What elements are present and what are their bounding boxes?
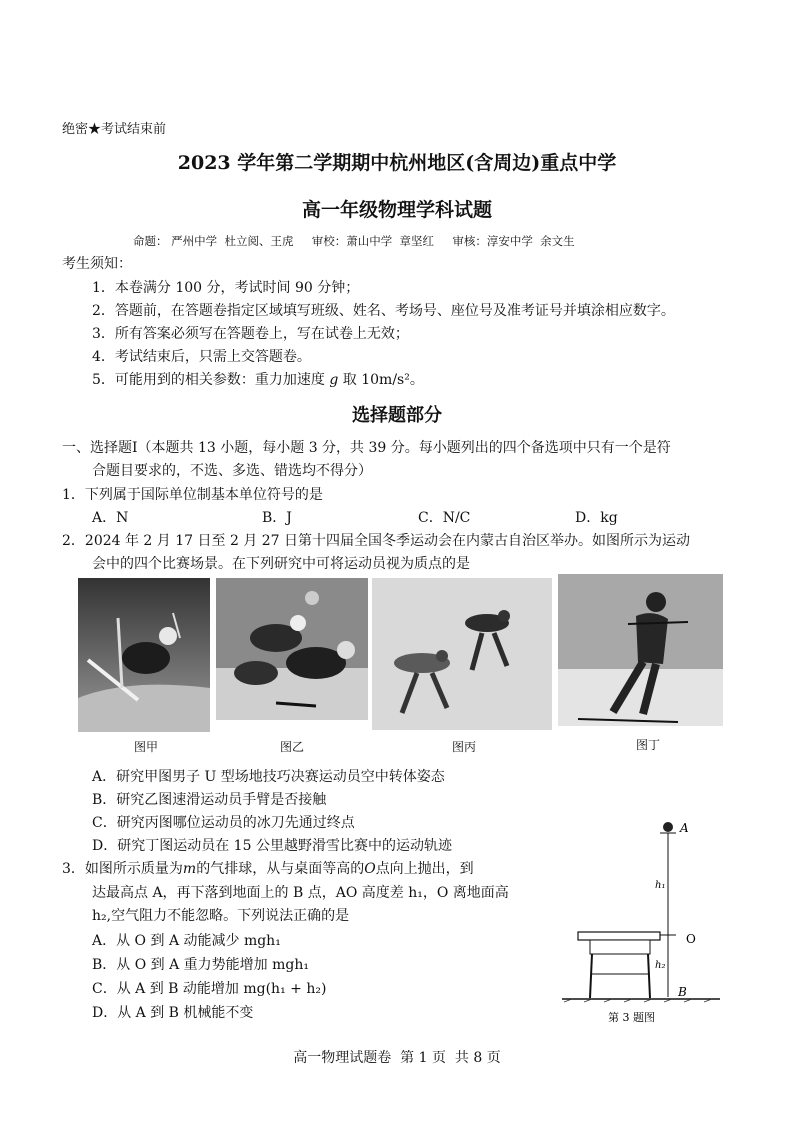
notice-item: 3．所有答案必须写在答题卷上，写在试卷上无效；: [92, 326, 409, 342]
part-instruction: 一、选择题Ⅰ（本题共 13 小题，每小题 3 分，共 39 分。每小题列出的四个备选项中只有一个是符: [62, 440, 671, 456]
exam-subtitle: 高一年级物理学科试题: [301, 199, 492, 221]
notice-item: 2．答题前，在答题卷指定区域填写班级、姓名、考场号、座位号及准考证号并填涂相应数字。: [92, 303, 675, 319]
confidential-label: 绝密★考试结束前: [62, 122, 167, 137]
q2-stem: 2．2024 年 2 月 17 日至 2 月 27 日第十四届全国冬季运动会在内蒙古自治区举办。如图所示为运动: [62, 533, 691, 549]
q3-stem: 3．如图所示质量为m的气排球，从与桌面等高的O点向上抛出，到: [62, 861, 474, 877]
ball-icon: [663, 822, 673, 832]
q3-stem-cont: 达最高点 A，再下落到地面上的 B 点，AO 高度差 h₁，O 离地面高: [92, 885, 509, 901]
q1-option-a: A．N: [92, 510, 129, 526]
q3-option-a: A．从 O 到 A 动能减少 mgh₁: [92, 933, 281, 949]
cross-country-skier-illustration: [558, 574, 723, 726]
notice-item: 1．本卷满分 100 分，考试时间 90 分钟；: [92, 280, 360, 296]
authors-line: 命题： 严州中学 杜立阅、王虎 审校：萧山中学 章坚红 审核：淳安中学 余文生: [133, 234, 575, 248]
q1-option-d: D．kg: [575, 510, 618, 526]
caption-ding: 图丁: [636, 738, 661, 752]
q2-option-d: D．研究丁图运动员在 15 公里越野滑雪比赛中的运动轨迹: [92, 838, 452, 854]
page-footer: 高一物理试题卷 第 1 页 共 8 页: [293, 1050, 501, 1066]
q2-option-c: C．研究丙图哪位运动员的冰刀先通过终点: [92, 815, 355, 831]
notice-heading: 考生须知：: [62, 256, 132, 272]
q1-option-b: B．J: [262, 510, 292, 526]
q1-option-c: C．N/C: [418, 510, 471, 526]
photo-yi: [216, 578, 368, 720]
q3-option-b: B．从 O 到 A 重力势能增加 mgh₁: [92, 957, 309, 973]
exam-title: 2023 学年第二学期期中杭州地区(含周边)重点中学: [177, 152, 617, 174]
q3-stem-cont2: h₂,空气阻力不能忽略。下列说法正确的是: [92, 908, 350, 924]
q2-stem-cont: 会中的四个比赛场景。在下列研究中可将运动员视为质点的是: [92, 556, 470, 572]
caption-jia: 图甲: [134, 740, 159, 754]
q3-figure: [560, 816, 730, 1036]
caption-yi: 图乙: [280, 740, 305, 754]
q3-option-c: C．从 A 到 B 动能增加 mg(h₁ + h₂): [92, 981, 327, 997]
label-A: A: [680, 821, 689, 835]
label-B: B: [678, 985, 687, 999]
notice-item: 5．可能用到的相关参数：重力加速度 g 取 10m/s²。: [92, 372, 424, 388]
label-h2: h₂: [655, 960, 666, 971]
part-instruction-cont: 合题目要求的，不选、多选、错选均不得分）: [92, 463, 372, 479]
q1-stem: 1．下列属于国际单位制基本单位符号的是: [62, 487, 323, 503]
label-O: O: [686, 932, 696, 946]
section-title: 选择题部分: [352, 405, 442, 426]
two-skaters-blur-illustration: [372, 578, 552, 730]
photo-bing: [372, 578, 552, 730]
caption-bing: 图丙: [452, 740, 477, 754]
speed-skaters-illustration: [216, 578, 368, 720]
label-h1: h₁: [655, 880, 666, 891]
q2-option-a: A．研究甲图男子 U 型场地技巧决赛运动员空中转体姿态: [92, 769, 445, 785]
figure-caption: 第 3 题图: [608, 1011, 655, 1024]
q3-option-d: D．从 A 到 B 机械能不变: [92, 1005, 254, 1021]
skier-aerial-illustration: [78, 578, 210, 732]
photo-ding: [558, 574, 723, 726]
photo-jia: [78, 578, 210, 732]
q2-option-b: B．研究乙图速滑运动员手臂是否接触: [92, 792, 327, 808]
notice-item: 4．考试结束后，只需上交答题卷。: [92, 349, 311, 365]
